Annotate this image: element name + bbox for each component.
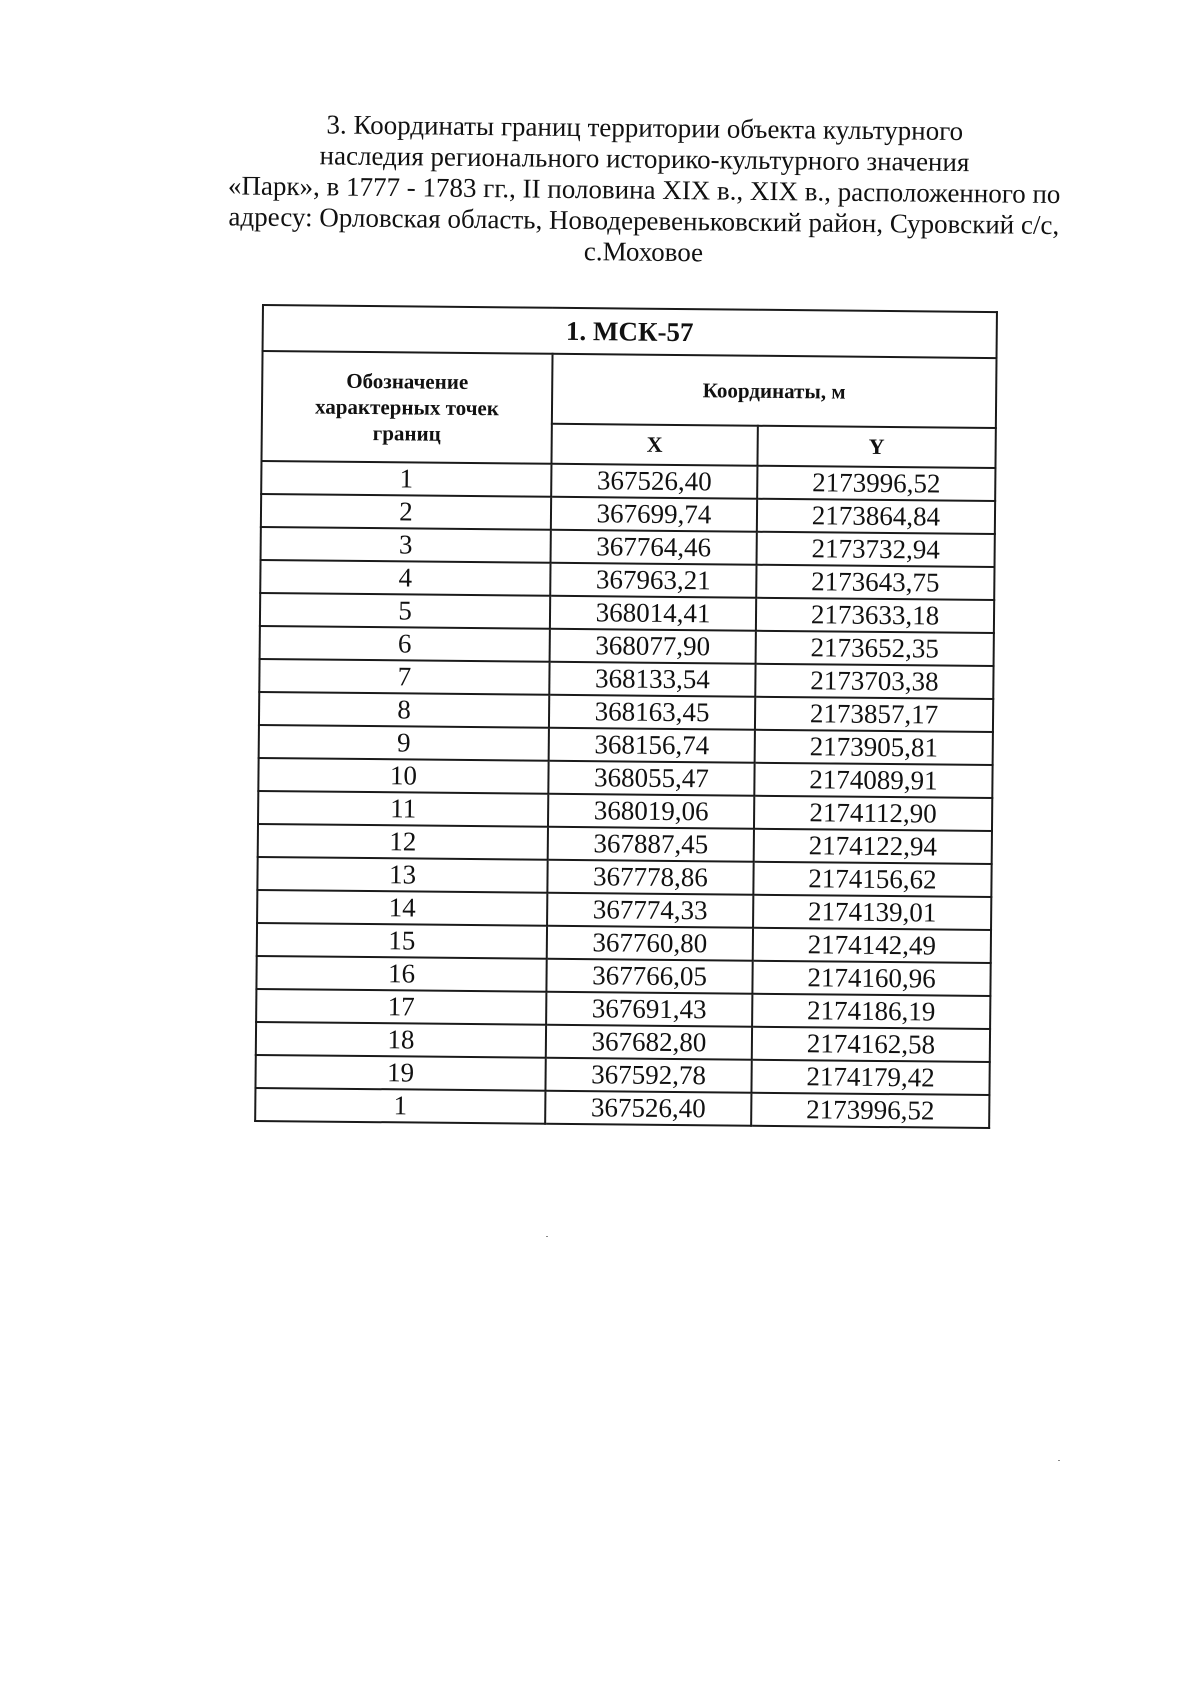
points-column-header: Обозначение характерных точек границ [261,351,552,464]
y-coordinate-cell: 2173703,38 [755,664,993,699]
x-coordinate-cell: 368014,41 [550,596,756,631]
point-cell: 10 [258,758,548,794]
x-coordinate-cell: 368133,54 [549,662,755,697]
table-row [255,1088,989,1128]
y-coordinate-cell: 2174112,90 [754,796,992,831]
y-coordinate-cell: 2174089,91 [754,763,992,798]
heading-line-2: наследия регионального историко-культурного значения [319,140,970,178]
y-coordinate-cell: 2173643,75 [756,565,994,600]
point-cell: 12 [258,824,548,860]
document-heading [193,108,1095,272]
x-coordinate-cell: 367699,74 [551,497,757,532]
point-cell: 16 [256,956,546,992]
y-coordinate-cell: 2173996,52 [757,466,995,501]
point-cell: 4 [260,560,550,596]
point-cell: 7 [259,659,549,695]
coordinates-column-header: Координаты, м [552,354,997,428]
coordinates-table-wrapper [254,304,996,1129]
x-column-header: X [551,424,757,466]
point-cell: 19 [255,1055,545,1091]
heading-line-4: адресу: Орловская область, Новодеревеньковский район, Суровский с/с, [228,201,1060,241]
point-cell: 6 [260,626,550,662]
point-cell: 1 [261,461,551,497]
heading-line-5: с.Моховое [583,236,704,268]
y-coordinate-cell: 2173905,81 [755,730,993,765]
x-coordinate-cell: 367526,40 [545,1091,751,1126]
point-cell: 17 [256,989,546,1025]
y-coordinate-cell: 2173732,94 [757,532,995,567]
point-cell: 11 [258,791,548,827]
x-coordinate-cell: 367691,43 [546,992,752,1027]
x-coordinate-cell: 367526,40 [551,464,757,499]
point-cell: 9 [259,725,549,761]
point-cell: 15 [257,923,547,959]
point-cell: 2 [261,494,551,530]
x-coordinate-cell: 367760,80 [547,926,753,961]
x-coordinate-cell: 368156,74 [549,728,755,763]
y-coordinate-cell: 2174139,01 [753,895,991,930]
y-coordinate-cell: 2173633,18 [756,598,994,633]
point-cell: 5 [260,593,550,629]
heading-line-3: «Парк», в 1777 - 1783 гг., II половина XIX в., XIX в., расположенного по [227,170,1061,210]
y-coordinate-cell: 2174142,49 [753,928,991,963]
coordinates-table [254,304,998,1129]
y-coordinate-cell: 2174156,62 [753,862,991,897]
x-coordinate-cell: 367963,21 [550,563,756,598]
point-cell: 13 [257,857,547,893]
y-coordinate-cell: 2173652,35 [756,631,994,666]
x-coordinate-cell: 367774,33 [547,893,753,928]
point-cell: 14 [257,890,547,926]
x-coordinate-cell: 367592,78 [545,1058,751,1093]
y-coordinate-cell: 2173864,84 [757,499,995,534]
y-coordinate-cell: 2174162,58 [752,1027,990,1062]
x-coordinate-cell: 368055,47 [548,761,754,796]
scan-speck [546,1236,548,1237]
point-cell: 3 [261,527,551,563]
y-coordinate-cell: 2174186,19 [752,994,990,1029]
scan-speck [1058,1460,1060,1461]
coordinate-system-title: 1. МСК-57 [263,305,997,358]
x-coordinate-cell: 367682,80 [546,1025,752,1060]
point-cell: 1 [255,1088,545,1124]
heading-line-1: 3. Координаты границ территории объекта культурного [326,109,964,147]
x-coordinate-cell: 367764,46 [551,530,757,565]
point-cell: 18 [256,1022,546,1058]
y-coordinate-cell: 2174122,94 [754,829,992,864]
x-coordinate-cell: 367887,45 [548,827,754,862]
y-coordinate-cell: 2174179,42 [751,1060,989,1095]
x-coordinate-cell: 368163,45 [549,695,755,730]
x-coordinate-cell: 368019,06 [548,794,754,829]
y-coordinate-cell: 2173996,52 [751,1093,989,1128]
point-cell: 8 [259,692,549,728]
x-coordinate-cell: 368077,90 [550,629,756,664]
y-coordinate-cell: 2174160,96 [752,961,990,996]
y-coordinate-cell: 2173857,17 [755,697,993,732]
y-column-header: Y [757,426,995,468]
x-coordinate-cell: 367766,05 [546,959,752,994]
x-coordinate-cell: 367778,86 [547,860,753,895]
